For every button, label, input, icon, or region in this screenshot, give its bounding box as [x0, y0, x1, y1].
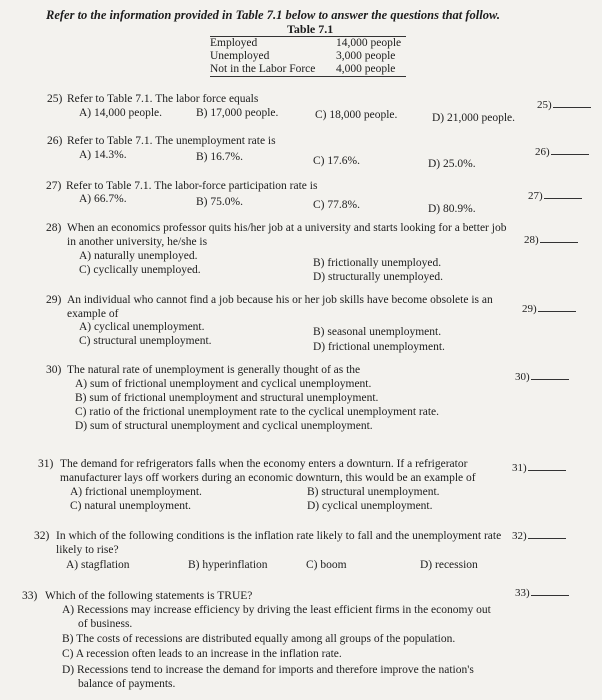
option-d: D) cyclical unemployment. — [307, 500, 433, 512]
table-row — [210, 37, 406, 50]
option-d: D) 25.0%. — [428, 158, 476, 170]
option-b: B) structural unemployment. — [307, 486, 440, 498]
option-c: C) boom — [306, 559, 347, 571]
option-c: C) structural unemployment. — [79, 335, 212, 347]
option-d: D) 21,000 people. — [432, 112, 516, 124]
question-text: example of — [67, 308, 119, 320]
question-text: likely to rise? — [56, 544, 119, 556]
option-b: B) hyperinflation — [188, 559, 268, 571]
question-text: An individual who cannot find a job because his or her job skills have become obsolete is an — [67, 294, 493, 306]
row-label: Not in the Labor Force — [210, 63, 316, 75]
question-text: Refer to Table 7.1. The labor force equals — [67, 93, 259, 105]
option-b: B) frictionally unemployed. — [313, 257, 442, 269]
option-a: A) cyclical unemployment. — [79, 321, 205, 333]
option-c: C) natural unemployment. — [70, 500, 192, 512]
option-c: C) 77.8%. — [313, 199, 360, 211]
question-number: 33) — [22, 590, 38, 602]
option-a: A) naturally unemployed. — [79, 250, 198, 262]
question-text: In which of the following conditions is the inflation rate likely to fall and the unemployment rate — [56, 530, 502, 542]
question-text: Refer to Table 7.1. The unemployment rate is — [67, 135, 276, 147]
data-table — [210, 36, 406, 77]
answer-blank[interactable]: 33) — [515, 587, 569, 599]
row-value: 3,000 people — [336, 50, 396, 62]
option-c: C) 17.6%. — [313, 155, 360, 167]
table-caption: Table 7.1 — [287, 22, 334, 36]
option-a: A) sum of frictional unemployment and cyclical unemployment. — [75, 378, 372, 390]
option-d: D) Recessions tend to increase the demand for imports and therefore improve the nation's — [62, 664, 474, 676]
option-c: C) ratio of the frictional unemployment rate to the cyclical unemployment rate. — [75, 406, 440, 418]
option-b: B) 75.0%. — [196, 196, 243, 208]
option-c: C) A recession often leads to an increase in the inflation rate. — [62, 648, 342, 660]
option-a: A) 14,000 people. — [79, 107, 163, 119]
option-c: C) 18,000 people. — [315, 109, 398, 121]
question-number: 26) — [47, 135, 63, 147]
question-number: 29) — [46, 294, 62, 306]
answer-blank[interactable]: 25) — [537, 99, 591, 111]
question-text: Refer to Table 7.1. The labor-force participation rate is — [66, 180, 318, 192]
option-b: B) sum of frictional unemployment and structural unemployment. — [75, 392, 379, 404]
option-d: D) 80.9%. — [428, 203, 476, 215]
row-label: Unemployed — [210, 50, 270, 62]
question-text: The natural rate of unemployment is generally thought of as the — [67, 364, 361, 376]
option-b: B) The costs of recessions are distributed equally among all groups of the population. — [62, 633, 456, 645]
option-d: D) frictional unemployment. — [313, 341, 445, 353]
instructions: Refer to the information provided in Table 7.1 below to answer the questions that follow. — [46, 8, 500, 22]
question-number: 27) — [46, 180, 62, 192]
answer-blank[interactable]: 30) — [515, 371, 569, 383]
row-value: 4,000 people — [336, 63, 396, 75]
option-a: A) 66.7%. — [79, 193, 127, 205]
option-b: B) 17,000 people. — [196, 107, 279, 119]
question-text: Which of the following statements is TRUE? — [45, 590, 253, 602]
option-a: A) stagflation — [66, 559, 130, 571]
table-row — [210, 63, 406, 77]
answer-blank[interactable]: 29) — [522, 303, 576, 315]
question-number: 30) — [46, 364, 62, 376]
answer-blank[interactable]: 27) — [528, 190, 582, 202]
row-label: Employed — [210, 37, 258, 49]
answer-blank[interactable]: 28) — [524, 234, 578, 246]
option-c: C) cyclically unemployed. — [79, 264, 201, 276]
table-row — [210, 50, 406, 63]
question-number: 28) — [46, 222, 62, 234]
question-text: manufacturer lays off workers during an economic downturn, this would be an example of — [60, 472, 476, 484]
option-a: A) 14.3%. — [79, 149, 127, 161]
option-b: B) 16.7%. — [196, 151, 243, 163]
row-value: 14,000 people — [336, 37, 402, 49]
answer-blank[interactable]: 31) — [512, 462, 566, 474]
option-b: B) seasonal unemployment. — [313, 326, 442, 338]
question-number: 31) — [38, 458, 54, 470]
answer-blank[interactable]: 26) — [535, 146, 589, 158]
question-text: When an economics professor quits his/her job at a university and starts looking for a better job — [67, 222, 507, 234]
option-d: D) sum of structural unemployment and cyclical unemployment. — [75, 420, 373, 432]
option-a: A) frictional unemployment. — [70, 486, 202, 498]
option-a-continued: of business. — [78, 618, 133, 630]
question-number: 32) — [34, 530, 50, 542]
question-text: The demand for refrigerators falls when the economy enters a downturn. If a refrigerator — [60, 458, 468, 470]
question-number: 25) — [47, 93, 63, 105]
option-d: D) recession — [420, 559, 478, 571]
answer-blank[interactable]: 32) — [512, 530, 566, 542]
option-d-continued: balance of payments. — [78, 678, 176, 690]
option-a: A) Recessions may increase efficiency by driving the least efficient firms in the economy out — [62, 604, 491, 616]
question-text: in another university, he/she is — [67, 236, 208, 248]
option-d: D) structurally unemployed. — [313, 271, 443, 283]
